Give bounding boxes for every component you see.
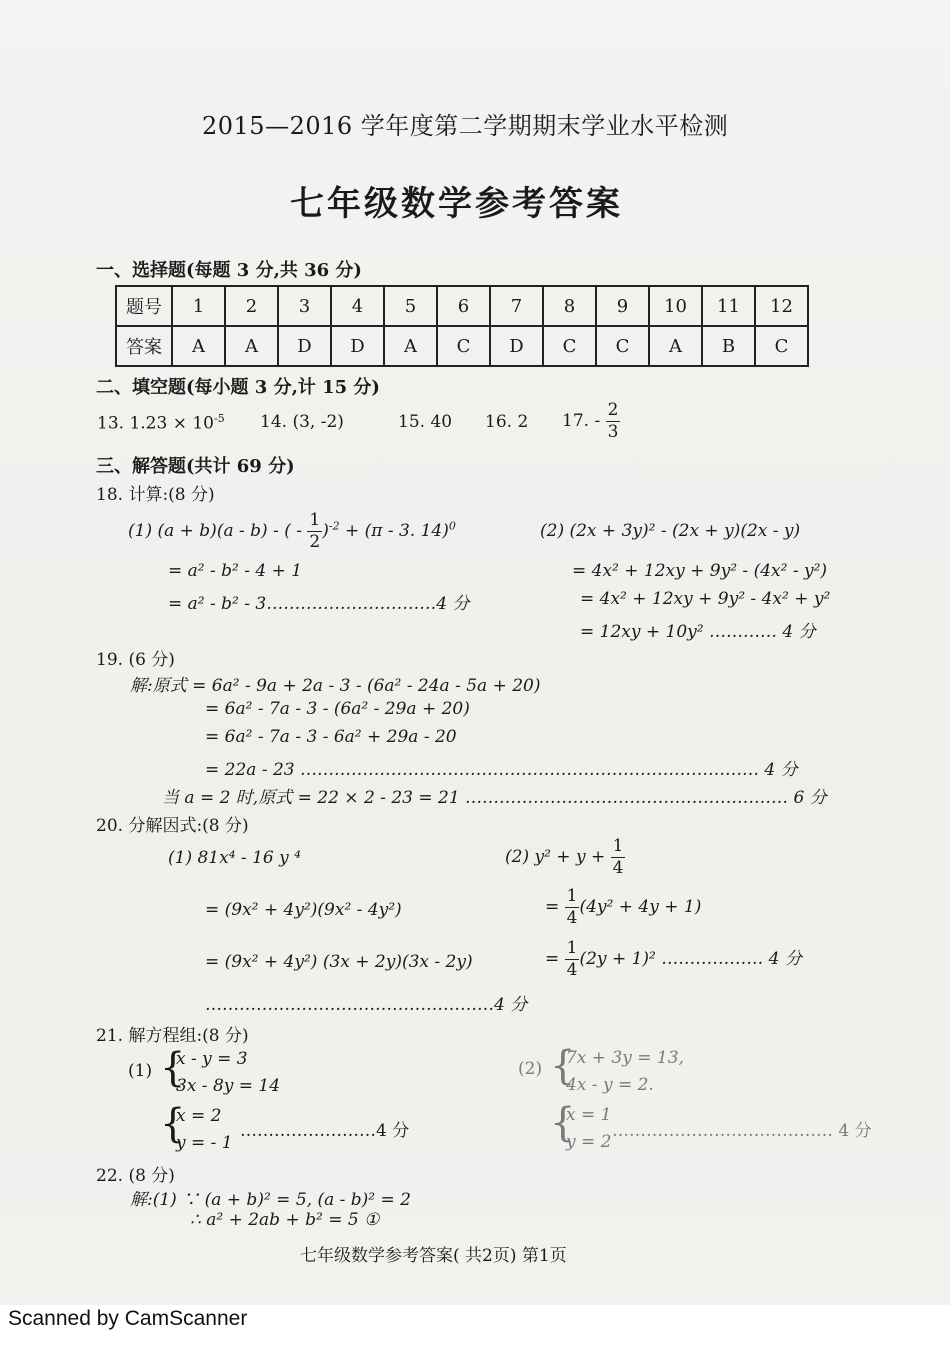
table-cell: A: [384, 326, 437, 366]
q18-exp: -2: [328, 519, 340, 533]
q19-line3: = 6a² - 7a - 3 - 6a² + 29a - 20: [205, 727, 457, 747]
table-cell: 1: [172, 286, 225, 326]
fraction-numerator: 1: [566, 886, 578, 906]
table-cell: 3: [278, 286, 331, 326]
q19-line4: = 22a - 23 ……………………………………………………………………… 4 分: [205, 760, 798, 780]
q18-title: 18. 计算:(8 分): [96, 485, 215, 505]
q21-part2-sol1: x = 1: [566, 1105, 612, 1125]
q21-part1-sol1: x = 2: [176, 1106, 222, 1126]
table-cell: C: [543, 326, 596, 366]
q21-part1-eq2: 3x - 8y = 14: [176, 1076, 281, 1096]
table-cell: C: [596, 326, 649, 366]
table-cell: 12: [755, 286, 808, 326]
table-cell: 7: [490, 286, 543, 326]
table-cell: D: [490, 326, 543, 366]
q20-part1-line3: = (9x² + 4y²) (3x + 2y)(3x - 2y): [205, 952, 473, 972]
answer-13-text: 13. 1.23 × 10: [97, 413, 214, 434]
q18-part2-line1: (2) (2x + 3y)² - (2x + y)(2x - y): [540, 521, 801, 541]
table-row-answers: [116, 326, 808, 366]
q21-part2-label: (2): [518, 1059, 543, 1079]
page-footer: 七年级数学参考答案( 共2页) 第1页: [300, 1246, 567, 1266]
table-cell: C: [437, 326, 490, 366]
left-brace-icon: {: [160, 1045, 186, 1091]
q21-part1-label: (1): [128, 1061, 153, 1081]
q20-part2-expr: (2) y² + y +: [505, 847, 606, 867]
q22-line2: ∴ a² + 2ab + b² = 5 ①: [190, 1210, 380, 1230]
q19-line1: 解:原式 = 6a² - 9a + 2a - 3 - (6a² - 24a - 5a + 20): [130, 676, 541, 696]
table-cell: D: [331, 326, 384, 366]
answer-17: [562, 402, 620, 441]
q20-part1-line2: = (9x² + 4y²)(9x² - 4y²): [205, 900, 402, 920]
q20-part2-expr3: (2y + 1)² ……………… 4 分: [579, 949, 802, 969]
table-cell: 4: [331, 286, 384, 326]
scanner-watermark: Scanned by CamScanner: [8, 1307, 248, 1330]
answer-table: [115, 285, 809, 367]
q20-part2-expr2: (4y² + 4y + 1): [579, 897, 702, 917]
fraction-denominator: 4: [566, 960, 578, 980]
quarter-fraction: [565, 888, 580, 927]
section2-heading: 二、填空题(每小题 3 分,计 15 分): [96, 377, 380, 398]
q18-part2-line2: = 4x² + 12xy + 9y² - (4x² - y²): [572, 561, 828, 581]
q18-part2-line4: = 12xy + 10y² ………… 4 分: [580, 622, 816, 642]
q22-title: 22. (8 分): [96, 1166, 175, 1186]
q18-expr-a: (1) (a + b)(a - b) - ( -: [128, 521, 302, 541]
section3-heading: 三、解答题(共计 69 分): [96, 456, 295, 477]
section1-heading: 一、选择题(每题 3 分,共 36 分): [96, 260, 362, 281]
q21-title: 21. 解方程组:(8 分): [96, 1026, 249, 1046]
q20-part1-line1: (1) 81x⁴ - 16 y ⁴: [168, 848, 301, 868]
table-cell: D: [278, 326, 331, 366]
q20-fraction: [611, 838, 626, 877]
fraction-numerator: 1: [612, 836, 624, 856]
q21-part2-score: ………………………………… 4 分: [612, 1121, 872, 1141]
table-cell: 8: [543, 286, 596, 326]
answer-15: 15. 40: [398, 412, 453, 432]
fraction-numerator: 2: [607, 400, 619, 420]
answer-17-text: 17. -: [562, 411, 601, 431]
table-row-numbers: [116, 286, 808, 326]
q21-part1-score: ……………………4 分: [240, 1121, 410, 1141]
fraction-denominator: 4: [566, 908, 578, 928]
table-cell: 6: [437, 286, 490, 326]
q21-part2-eq2: 4x - y = 2.: [566, 1075, 654, 1095]
table-cell: B: [702, 326, 755, 366]
fraction-numerator: 1: [309, 510, 321, 530]
answer-14: 14. (3, -2): [260, 412, 344, 432]
q20-part1-line4: ……………………………………………4 分: [205, 995, 528, 1015]
q18-expr-b: ): [322, 521, 329, 541]
fraction-denominator: 3: [607, 422, 619, 442]
quarter-fraction: [565, 940, 580, 979]
q21-part2-sol2: y = 2: [566, 1132, 612, 1152]
q19-line2: = 6a² - 7a - 3 - (6a² - 29a + 20): [205, 699, 470, 719]
q18-part1-line2: = a² - b² - 4 + 1: [168, 561, 303, 581]
q19-title: 19. (6 分): [96, 650, 175, 670]
table-label-answer: 答案: [116, 326, 172, 366]
table-cell: A: [172, 326, 225, 366]
equals-sign: =: [545, 897, 560, 917]
left-brace-icon: {: [550, 1100, 576, 1146]
table-cell: C: [755, 326, 808, 366]
q21-part2-eq1: 7x + 3y = 13,: [566, 1048, 684, 1068]
exam-header: 2015—2016 学年度第二学期期末学业水平检测: [202, 112, 729, 140]
table-label-question: 题号: [116, 286, 172, 326]
table-cell: 10: [649, 286, 702, 326]
table-cell: A: [649, 326, 702, 366]
fraction-denominator: 4: [612, 858, 624, 878]
equals-sign: =: [545, 949, 560, 969]
q20-part2-line2: [545, 888, 701, 927]
answer-17-fraction: [606, 402, 621, 441]
fraction-denominator: 2: [309, 532, 321, 552]
table-cell: 2: [225, 286, 278, 326]
answer-16: 16. 2: [485, 412, 529, 432]
table-cell: 11: [702, 286, 755, 326]
q22-line1: 解:(1) ∵ (a + b)² = 5, (a - b)² = 2: [130, 1190, 411, 1210]
q21-part1-sol2: y = - 1: [176, 1133, 233, 1153]
q20-part2-line1: [505, 838, 625, 877]
fraction-numerator: 1: [566, 938, 578, 958]
table-cell: A: [225, 326, 278, 366]
q18-part1-line3: = a² - b² - 3…………………………4 分: [168, 594, 470, 614]
left-brace-icon: {: [550, 1043, 576, 1089]
q19-line5: 当 a = 2 时,原式 = 22 × 2 - 23 = 21 ………………………………………………… 6 分: [162, 788, 827, 808]
answer-13-exponent: -5: [213, 412, 225, 425]
q18-part1-line1: [128, 512, 456, 551]
q20-part2-line3: [545, 940, 802, 979]
answer-13: [97, 412, 225, 434]
q18-part2-line3: = 4x² + 12xy + 9y² - 4x² + y²: [580, 589, 831, 609]
q18-fraction: [307, 512, 322, 551]
page-title: 七年级数学参考答案: [290, 184, 623, 224]
q21-part1-eq1: x - y = 3: [176, 1049, 248, 1069]
q18-exp2: 0: [448, 519, 456, 533]
table-cell: 9: [596, 286, 649, 326]
q20-title: 20. 分解因式:(8 分): [96, 816, 249, 836]
table-cell: 5: [384, 286, 437, 326]
q18-expr-c: + (π - 3. 14): [339, 521, 449, 541]
left-brace-icon: {: [160, 1101, 186, 1147]
